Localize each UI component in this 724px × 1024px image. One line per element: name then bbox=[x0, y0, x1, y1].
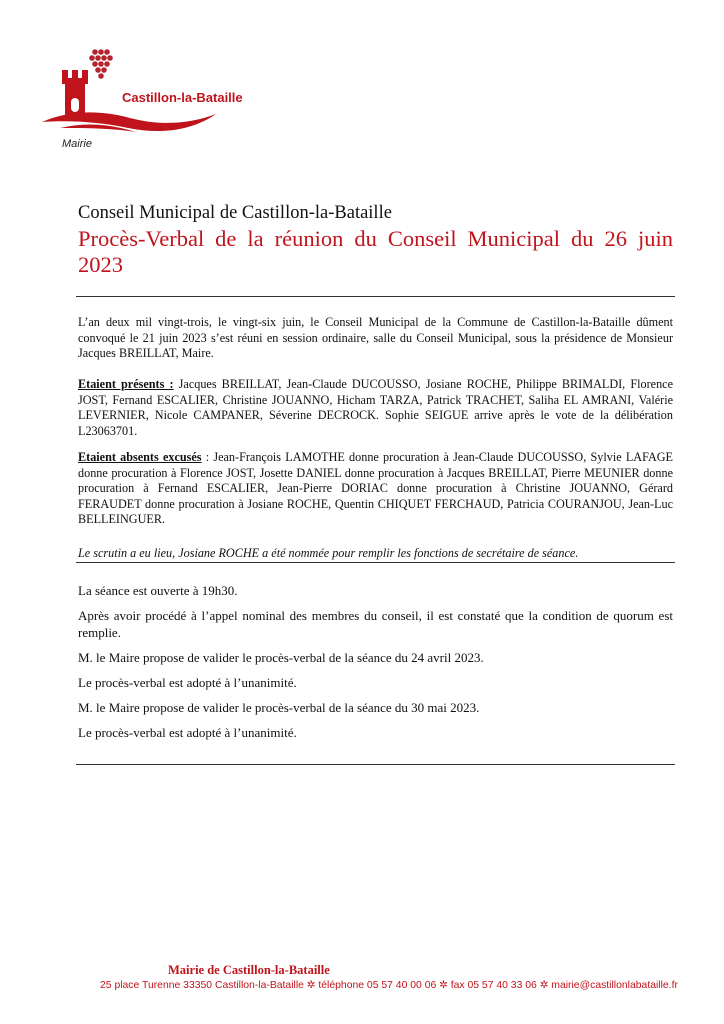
footer-address: 25 place Turenne 33350 Castillon-la-Bataille ✲ téléphone 05 57 40 00 06 ✲ fax 05 57 40 33 06 ✲ mairie@castillonlabataille.fr bbox=[100, 980, 678, 991]
seance-line: Après avoir procédé à l’appel nominal des membres du conseil, il est constaté que la condition de quorum est remplie. bbox=[78, 608, 673, 640]
seance-section bbox=[78, 582, 673, 749]
seance-line: La séance est ouverte à 19h30. bbox=[78, 583, 238, 598]
council-name: Conseil Municipal de Castillon-la-Bataille bbox=[78, 203, 392, 223]
document-title: Procès-Verbal de la réunion du Conseil Municipal du 26 juin 2023 bbox=[78, 226, 673, 277]
seance-line: M. le Maire propose de valider le procès-verbal de la séance du 24 avril 2023. bbox=[78, 650, 484, 665]
presents-paragraph bbox=[78, 377, 673, 439]
seance-line: Le procès-verbal est adopté à l’unanimité. bbox=[78, 725, 297, 740]
absents-label: Etaient absents excusés bbox=[78, 450, 202, 464]
divider-top bbox=[76, 296, 675, 297]
divider-bottom bbox=[76, 764, 675, 765]
presents-text: Jacques BREILLAT, Jean-Claude DUCOUSSO, Josiane ROCHE, Philippe BRIMALDI, Florence JOST, Fernand ESCALIER, Christine JOUANNO, Hicham TARZA, Patrick TRACHET, Saliha EL AMRANI, Valérie LEVERNIER, Nicole CAMPANER, Séverine DECROCK. Sophie SEIGUE arrive après le vote de la délibération L23063701. bbox=[78, 377, 673, 438]
logo-subtitle: Mairie bbox=[62, 138, 92, 150]
seance-line: Le procès-verbal est adopté à l’unanimité. bbox=[78, 675, 297, 690]
presents-label: Etaient présents : bbox=[78, 377, 174, 391]
absents-text: : Jean-François LAMOTHE donne procuration à Jean-Claude DUCOUSSO, Sylvie LAFAGE donne procuration à Florence JOST, Josette DANIEL donne procuration à Jacques BREILLAT, Pierre MEUNIER donne procuration à Fernand ESCALIER, Jean-Pierre DORIAC donne procuration à Christine JOUANNO, Gérard FERAUDET donne procuration à Josiane ROCHE, Quentin CHIQUET FERCHAUD, Patricia COURANJOU, Jean-Luc BELLEINGUER. bbox=[78, 450, 674, 527]
footer-title: Mairie de Castillon-la-Bataille bbox=[168, 963, 330, 977]
absents-paragraph bbox=[78, 450, 673, 528]
intro-paragraph: L’an deux mil vingt-trois, le vingt-six juin, le Conseil Municipal de la Commune de Castillon-la-Bataille dûment convoqué le 21 juin 2023 s’est réuni en session ordinaire, salle du Conseil Municipal, sous la présidence de Monsieur Jacques BREILLAT, Maire. bbox=[78, 315, 673, 361]
mairie-logo bbox=[40, 48, 270, 158]
logo-name: Castillon-la-Bataille bbox=[122, 90, 243, 105]
seance-line: M. le Maire propose de valider le procès-verbal de la séance du 30 mai 2023. bbox=[78, 700, 480, 715]
scrutin-paragraph: Le scrutin a eu lieu, Josiane ROCHE a été nommée pour remplir les fonctions de secrétaire de séance. bbox=[78, 546, 579, 560]
divider-middle bbox=[76, 562, 675, 563]
